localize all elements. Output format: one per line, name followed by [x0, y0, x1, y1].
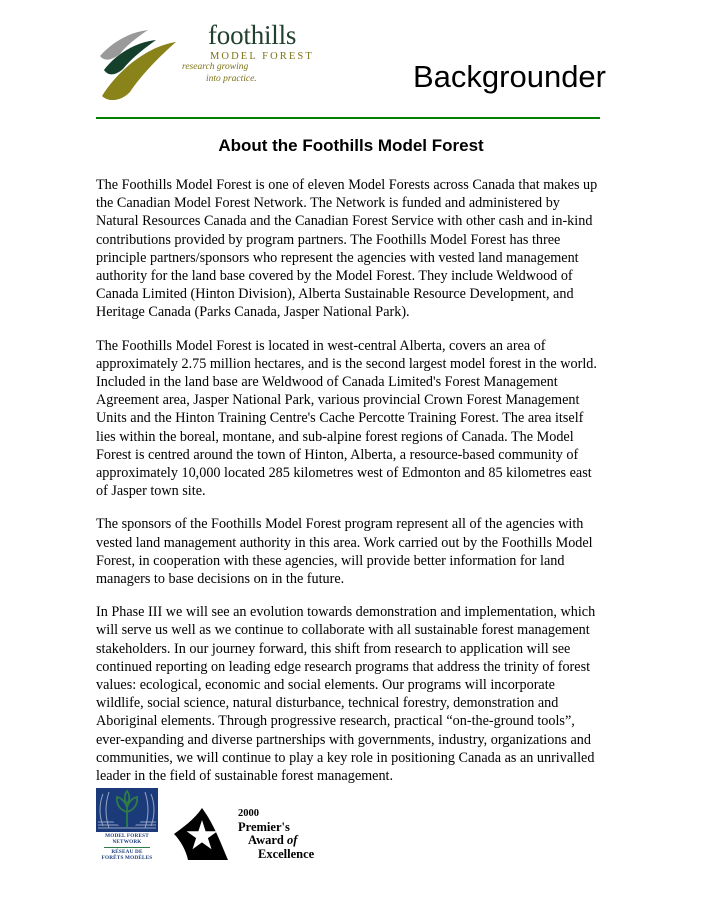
premiers-award-logo [172, 806, 352, 864]
premiers-award-caption [238, 808, 314, 861]
brand-tagline [182, 62, 302, 85]
body-paragraph: In Phase III we will see an evolution towards demonstration and implementation, which will serve us well as we continue to collaborate with all sustainable forest management stakeholders. In our journey forward, this shift from research to application will see continued reporting on leading edge research programs that address the trinity of forest values: ecological, economic and social elements. Our programs will incorporate wildlife, social science, natural disturbance, technical forestry, demonstration and Aboriginal elements. Through progressive research, practical “on-the-ground tools”, ever-expanding and diverse partnerships with governments, industry, organizations and communities, we will continue to play a key role in positioning Canada as an unrivalled leader in the field of sustainable forest management. [96, 604, 596, 785]
premiers-award-star-icon [172, 806, 234, 862]
document-footer [96, 788, 602, 872]
mfn-caption-line1: MODEL FOREST [105, 833, 149, 839]
body-paragraph: The Foothills Model Forest is located in west-central Alberta, covers an area of approximately 2.75 million hectares, and is the second largest model forest in the world. Included in the land base are Weldwood of Canada Limited's Forest Management Agreement area, Jasper National Park, various provincial Crown Forest Management Units and the Hinton Training Centre's Cache Percotte Training Forest. The area itself lies within the boreal, montane, and sub-alpine forest regions of Canada. The Model Forest is centred around the town of Hinton, Alberta, a resource-based community of approximately 10,000 located 285 kilometres west of Edmonton and 85 kilometres east of Jasper town site. [96, 337, 597, 500]
mfn-caption-line4: FORÊTS MODÈLES [101, 855, 153, 862]
award-line2-prefix: Award [248, 833, 288, 848]
mfn-caption-separator [104, 847, 150, 848]
brand-tagline-line1: research growing [182, 62, 249, 72]
mfn-caption-line3: RÉSEAU DE [111, 848, 143, 855]
award-line1: Premier's [238, 819, 290, 834]
model-forest-network-tree-icon [96, 788, 158, 832]
award-year: 2000 [238, 808, 259, 819]
document-body [96, 176, 602, 800]
brand-wordmark [208, 22, 333, 63]
foothills-model-forest-logo [96, 20, 314, 100]
model-forest-network-logo [96, 788, 158, 862]
header-divider [96, 117, 600, 119]
document-type-title: Backgrounder [412, 59, 606, 94]
brand-subtitle: MODEL FOREST [210, 51, 314, 62]
document-header [0, 0, 702, 108]
award-line2-italic: of [287, 833, 298, 848]
mfn-caption-line2: NETWORK [112, 839, 142, 846]
page-title: About the Foothills Model Forest [218, 136, 484, 155]
model-forest-network-caption [96, 833, 158, 862]
award-line2 [238, 834, 314, 848]
brand-tagline-line2: into practice. [206, 73, 257, 84]
award-line3: Excellence [258, 846, 315, 861]
brand-name: foothills [208, 20, 297, 50]
body-paragraph: The Foothills Model Forest is one of eleven Model Forests across Canada that makes up the Canadian Model Forest Network. The Network is funded and administered by Natural Resources Canada and the Canadian Forest Service with other cash and in-kind contributions provided by program partners. The Foothills Model Forest has three principle partners/sponsors who represent the agencies with vested land management authority for the land base covered by the Model Forest. They include Weldwood of Canada Limited (Hinton Division), Alberta Sustainable Resource Development, and Heritage Canada (Parks Canada, Jasper National Park). [96, 177, 598, 321]
body-paragraph: The sponsors of the Foothills Model Forest program represent all of the agencies with vested land management authority in this area. Work carried out by the Foothills Model Forest, in cooperation with these agencies, will provide better information for land managers to base decisions on in the future. [96, 516, 593, 588]
